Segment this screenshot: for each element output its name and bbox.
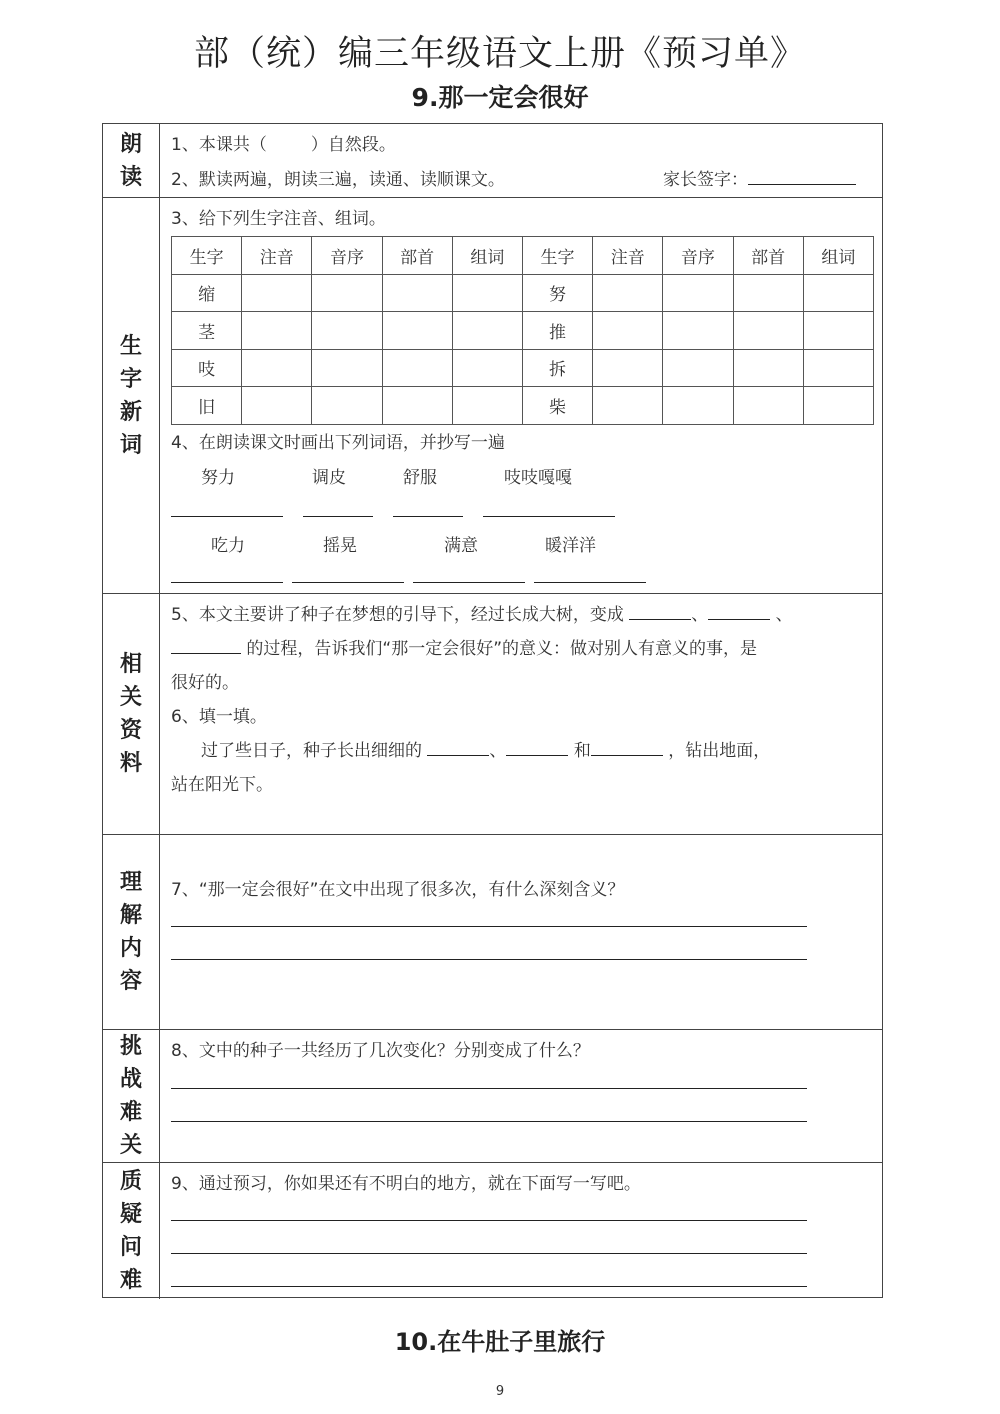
table-row: 旧 柴 <box>172 387 874 425</box>
question-2: 2、默读两遍，朗读三遍，读通、读顺课文。 <box>171 170 505 190</box>
word-item: 调皮 <box>312 468 346 488</box>
fill-blank[interactable] <box>708 602 770 620</box>
word-item: 暖洋洋 <box>545 536 596 556</box>
section-label-questions: 质 疑 问 难 <box>103 1163 160 1299</box>
fill-blank[interactable] <box>171 636 241 654</box>
question-9: 9、通过预习，你如果还有不明白的地方，就在下面写一写吧。 <box>171 1174 641 1194</box>
copy-line[interactable] <box>303 516 373 517</box>
section-label-reading: 朗 读 <box>103 124 160 197</box>
question-7: 7、“那一定会很好”在文中出现了很多次，有什么深刻含义？ <box>171 880 625 900</box>
question-5-end: 很好的。 <box>171 673 239 693</box>
question-3: 3、给下列生字注音、组词。 <box>171 209 386 229</box>
answer-line[interactable] <box>171 1286 807 1287</box>
section-new-words <box>103 197 882 593</box>
section-label-challenge: 挑 战 难 关 <box>103 1030 160 1162</box>
question-5: 5、本文主要讲了种子在梦想的引导下，经过长成大树，变成 、 、 <box>171 600 793 625</box>
copy-line[interactable] <box>534 582 646 583</box>
worksheet-title: 部（统）编三年级语文上册《预习单》 <box>193 34 806 74</box>
fill-blank[interactable] <box>506 738 568 756</box>
answer-line[interactable] <box>171 1220 807 1221</box>
character-table <box>171 236 874 425</box>
copy-line[interactable] <box>483 516 615 517</box>
section-questions <box>103 1162 882 1299</box>
question-1: 1、本课共（ ）自然段。 <box>171 135 396 155</box>
word-item: 满意 <box>444 536 478 556</box>
word-item: 努力 <box>201 468 235 488</box>
page-number: 9 <box>495 1384 505 1399</box>
answer-line[interactable] <box>171 926 807 927</box>
question-8: 8、文中的种子一共经历了几次变化？分别变成了什么？ <box>171 1041 590 1061</box>
fill-blank[interactable] <box>591 738 663 756</box>
answer-line[interactable] <box>171 1121 807 1122</box>
copy-line[interactable] <box>292 582 404 583</box>
section-understanding <box>103 834 882 1029</box>
question-5-cont: 的过程，告诉我们“那一定会很好”的意义：做对别人有意义的事，是 <box>171 634 757 659</box>
table-row: 缩 努 <box>172 274 874 312</box>
table-row: 吱 拆 <box>172 349 874 387</box>
table-row: 茎 推 <box>172 312 874 350</box>
section-label-related-info: 相 关 资 料 <box>103 594 160 834</box>
question-6-end: 站在阳光下。 <box>171 775 273 795</box>
copy-line[interactable] <box>171 516 283 517</box>
word-item: 摇晃 <box>323 536 357 556</box>
fill-blank[interactable] <box>427 738 489 756</box>
table-header-row: 生字 注音 音序 部首 组词 生字 注音 音序 部首 组词 <box>172 237 874 275</box>
question-6-body: 过了些日子，种子长出细细的 、 和 ，钻出地面， <box>201 736 770 761</box>
lesson-title: 9.那一定会很好 <box>411 83 589 112</box>
section-reading <box>103 124 882 197</box>
section-challenge <box>103 1029 882 1162</box>
question-4: 4、在朗读课文时画出下列词语，并抄写一遍 <box>171 433 505 453</box>
word-item: 舒服 <box>403 468 437 488</box>
section-label-new-words: 生 字 新 词 <box>103 198 160 593</box>
question-6: 6、填一填。 <box>171 707 267 727</box>
next-lesson-title: 10.在牛肚子里旅行 <box>394 1328 606 1356</box>
parent-signature: 家长签字： <box>663 165 856 190</box>
answer-line[interactable] <box>171 1088 807 1089</box>
word-item: 吃力 <box>211 536 245 556</box>
section-label-understanding: 理 解 内 容 <box>103 835 160 1029</box>
answer-line[interactable] <box>171 1253 807 1254</box>
answer-line[interactable] <box>171 959 807 960</box>
fill-blank[interactable] <box>629 602 691 620</box>
copy-line[interactable] <box>171 582 283 583</box>
word-item: 吱吱嘎嘎 <box>504 468 572 488</box>
worksheet-table <box>102 123 883 1298</box>
copy-line[interactable] <box>393 516 463 517</box>
copy-line[interactable] <box>413 582 525 583</box>
parent-signature-blank[interactable] <box>748 167 856 185</box>
section-related-info <box>103 593 882 834</box>
